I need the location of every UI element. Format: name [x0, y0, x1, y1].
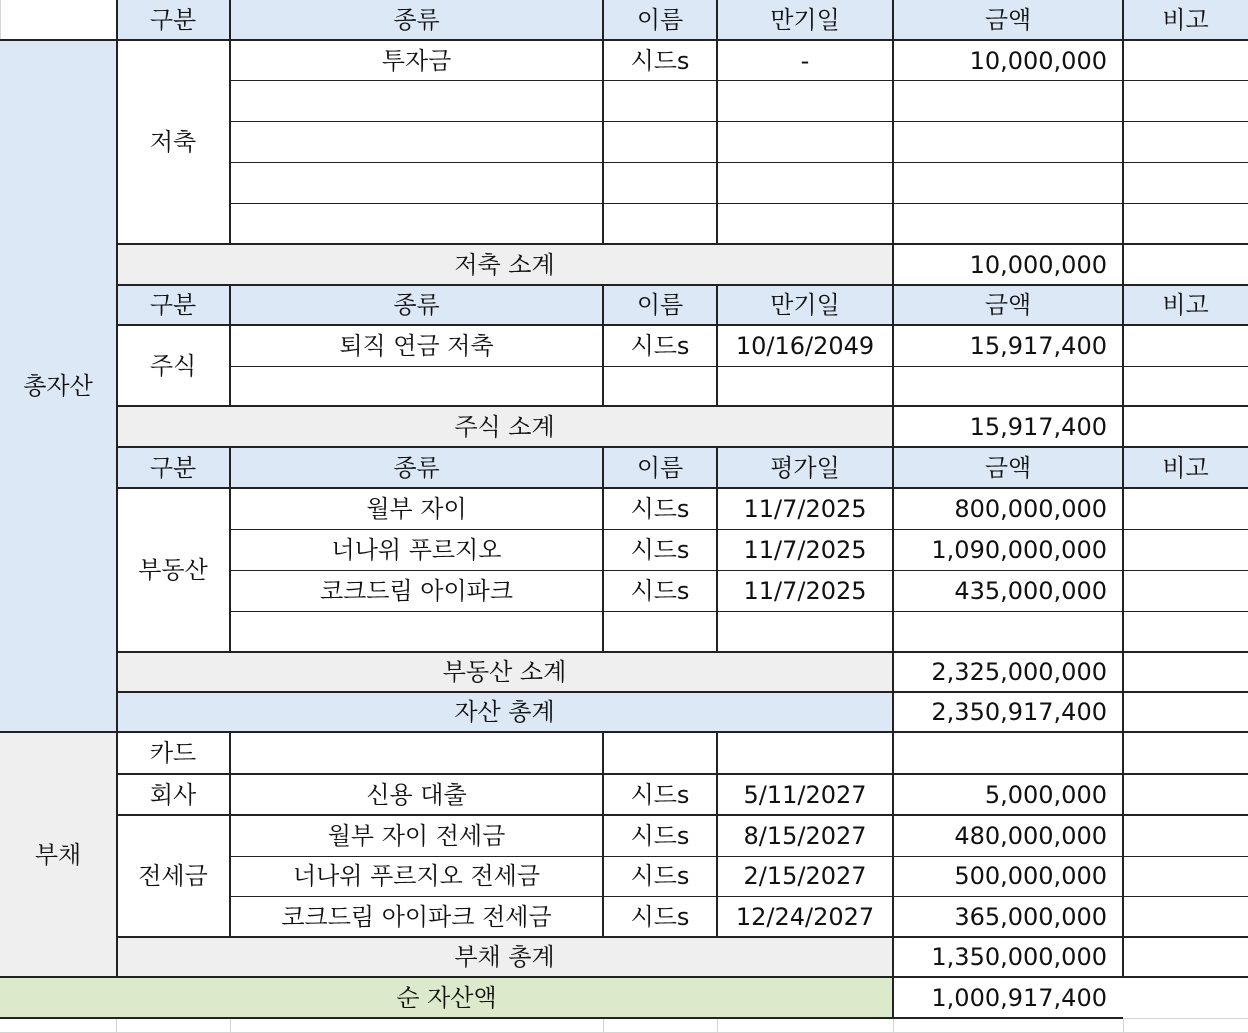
- border-h: [0, 39, 1248, 41]
- border-h: [116, 487, 1248, 489]
- savings-subtotal-amount[interactable]: 10,000,000: [969, 250, 1107, 279]
- realestate-row-name[interactable]: 시드s: [630, 535, 690, 564]
- deposit-row-amount[interactable]: 480,000,000: [954, 821, 1107, 850]
- header2-col-name[interactable]: 이름: [603, 285, 717, 325]
- liabilities-label[interactable]: 부채: [34, 840, 82, 869]
- border-v: [602, 285, 604, 406]
- border-v: [1122, 0, 1124, 977]
- realestate-row-type[interactable]: 코크드림 아이파크: [319, 576, 514, 605]
- realestate-row-name[interactable]: 시드s: [630, 494, 690, 523]
- sheet-gridline: [230, 1018, 231, 1033]
- realestate-row-amount[interactable]: 1,090,000,000: [931, 535, 1107, 564]
- border-v: [602, 732, 604, 937]
- border-h: [116, 446, 1248, 448]
- deposit-row-type[interactable]: 코크드림 아이파크 전세금: [281, 902, 552, 931]
- header-col-category[interactable]: 구분: [116, 0, 230, 40]
- deposit-row-type[interactable]: 너나위 푸르지오 전세금: [292, 862, 541, 890]
- header3-col-note[interactable]: 비고: [1123, 447, 1248, 488]
- company-row-name[interactable]: 시드s: [630, 780, 690, 809]
- deposit-row-amount[interactable]: 500,000,000: [954, 862, 1107, 890]
- card-group-label[interactable]: 카드: [149, 739, 197, 767]
- border-h: [230, 896, 1248, 897]
- border-v: [716, 447, 718, 652]
- deposit-row-date[interactable]: 12/24/2027: [735, 902, 875, 931]
- border-h: [230, 856, 1248, 857]
- border-v: [229, 285, 231, 406]
- header3-col-name[interactable]: 이름: [603, 447, 717, 488]
- realestate-row-date[interactable]: 11/7/2025: [743, 494, 867, 523]
- border-v: [716, 732, 718, 937]
- deposit-group-label[interactable]: 전세금: [138, 862, 208, 890]
- border-h: [230, 203, 1248, 204]
- liabilities-total-amount[interactable]: 1,350,000,000: [931, 943, 1107, 971]
- realestate-row-type[interactable]: 월부 자이: [366, 494, 467, 523]
- deposit-row-date[interactable]: 2/15/2027: [743, 862, 867, 890]
- stocks-row-date[interactable]: 10/16/2049: [735, 331, 875, 360]
- stocks-group-label[interactable]: 주식: [149, 351, 197, 380]
- header2-col-amount[interactable]: 금액: [893, 285, 1123, 325]
- stocks-row-type[interactable]: 퇴직 연금 저축: [339, 331, 494, 360]
- realestate-row-date[interactable]: 11/7/2025: [743, 535, 867, 564]
- header2-col-category[interactable]: 구분: [116, 285, 230, 325]
- savings-row-date[interactable]: -: [800, 46, 810, 75]
- border-v: [602, 0, 604, 244]
- border-v: [229, 0, 231, 40]
- sheet-gridline: [893, 1018, 894, 1033]
- border-h: [0, 731, 1248, 733]
- border-v: [716, 0, 718, 244]
- border-h: [116, 324, 1248, 326]
- border-h: [116, 936, 1248, 938]
- deposit-row-date[interactable]: 8/15/2027: [743, 821, 867, 850]
- border-h: [116, 405, 1248, 407]
- stocks-row-amount[interactable]: 15,917,400: [969, 331, 1107, 360]
- company-row-amount[interactable]: 5,000,000: [984, 780, 1107, 809]
- border-h: [230, 80, 1248, 81]
- sheet-gridline: [0, 0, 1, 40]
- header3-col-type[interactable]: 종류: [230, 447, 603, 488]
- deposit-row-name[interactable]: 시드s: [630, 902, 690, 931]
- savings-row-amount[interactable]: 10,000,000: [969, 46, 1107, 75]
- border-v: [116, 0, 118, 977]
- border-v: [892, 0, 894, 1018]
- sheet-gridline: [116, 1018, 117, 1033]
- stocks-subtotal-label[interactable]: 주식 소계: [116, 406, 893, 447]
- header2-col-type[interactable]: 종류: [230, 285, 603, 325]
- header-col-type[interactable]: 종류: [230, 0, 603, 40]
- savings-row-name[interactable]: 시드s: [630, 46, 690, 75]
- header3-col-date[interactable]: 평가일: [717, 447, 893, 488]
- company-group-label[interactable]: 회사: [149, 780, 197, 809]
- border-h: [116, 773, 1248, 775]
- sheet-gridline: [603, 1018, 604, 1033]
- liabilities-total-label[interactable]: 부채 총계: [116, 937, 893, 977]
- assets-total-label[interactable]: 자산 총계: [116, 692, 893, 732]
- border-h: [116, 814, 1248, 816]
- border-h: [230, 162, 1248, 163]
- deposit-row-amount[interactable]: 365,000,000: [954, 902, 1107, 931]
- border-h: [0, 976, 1248, 978]
- border-h: [116, 284, 1248, 286]
- border-v: [229, 447, 231, 652]
- net-worth-amount[interactable]: 1,000,917,400: [931, 983, 1107, 1012]
- header-col-note[interactable]: 비고: [1123, 0, 1248, 40]
- border-h: [116, 691, 1248, 693]
- company-row-date[interactable]: 5/11/2027: [743, 780, 867, 809]
- border-h: [116, 243, 1248, 245]
- border-h: [0, 1017, 1123, 1019]
- border-h: [230, 570, 1248, 571]
- border-h: [230, 366, 1248, 367]
- border-h: [230, 611, 1248, 612]
- border-h: [116, 651, 1248, 653]
- realestate-subtotal-amount[interactable]: 2,325,000,000: [931, 658, 1107, 686]
- company-row-type[interactable]: 신용 대출: [366, 780, 467, 809]
- net-worth-label[interactable]: 순 자산액: [0, 977, 893, 1018]
- header-col-date[interactable]: 만기일: [717, 0, 893, 40]
- assets-label[interactable]: 총자산: [23, 372, 93, 400]
- savings-group-label[interactable]: 저축: [149, 128, 197, 156]
- stocks-subtotal-amount[interactable]: 15,917,400: [969, 412, 1107, 441]
- sheet-gridline: [717, 1018, 718, 1033]
- border-v: [716, 285, 718, 406]
- border-v: [229, 732, 231, 937]
- deposit-row-name[interactable]: 시드s: [630, 821, 690, 850]
- assets-total-amount[interactable]: 2,350,917,400: [931, 698, 1107, 726]
- border-h: [230, 121, 1248, 122]
- savings-subtotal-label[interactable]: 저축 소계: [116, 244, 893, 285]
- savings-row-type[interactable]: 투자금: [381, 46, 452, 75]
- realestate-row-amount[interactable]: 435,000,000: [954, 576, 1107, 605]
- realestate-group-label[interactable]: 부동산: [138, 556, 208, 584]
- deposit-row-name[interactable]: 시드s: [630, 862, 690, 890]
- realestate-subtotal-label[interactable]: 부동산 소계: [116, 652, 893, 692]
- header-col-amount[interactable]: 금액: [893, 0, 1123, 40]
- header-col-name[interactable]: 이름: [603, 0, 717, 40]
- realestate-row-name[interactable]: 시드s: [630, 576, 690, 605]
- realestate-row-type[interactable]: 너나위 푸르지오: [331, 535, 502, 564]
- stocks-row-name[interactable]: 시드s: [630, 331, 690, 360]
- border-h: [230, 529, 1248, 530]
- realestate-row-date[interactable]: 11/7/2025: [743, 576, 867, 605]
- header2-col-note[interactable]: 비고: [1123, 285, 1248, 325]
- border-v: [602, 447, 604, 652]
- header2-col-date[interactable]: 만기일: [717, 285, 893, 325]
- border-v: [229, 40, 231, 244]
- realestate-row-amount[interactable]: 800,000,000: [954, 494, 1107, 523]
- sheet-gridline: [1123, 1018, 1124, 1033]
- header3-col-amount[interactable]: 금액: [893, 447, 1123, 488]
- deposit-row-type[interactable]: 월부 자이 전세금: [327, 821, 506, 850]
- header3-col-category[interactable]: 구분: [116, 447, 230, 488]
